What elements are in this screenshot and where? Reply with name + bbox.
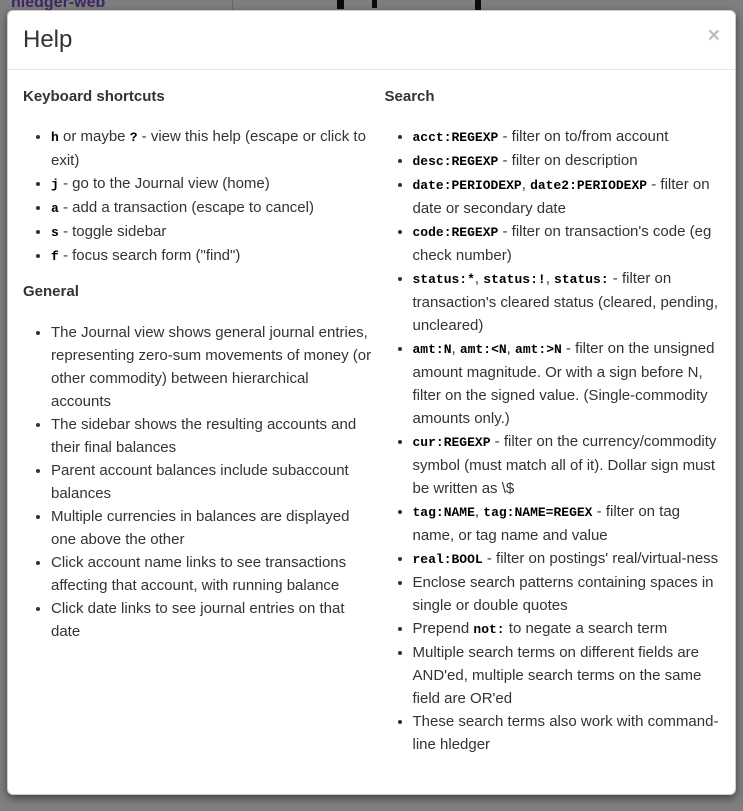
help-list-item: • code:REGEXP - filter on transaction's code (eg check number) [413, 220, 721, 267]
help-list-item: • j - go to the Journal view (home) [51, 172, 372, 196]
inline-code: amt:<N [459, 342, 507, 358]
inline-code: tag:NAME=REGEX [483, 505, 593, 521]
help-list-item: • Click date links to see journal entries on that date [51, 597, 372, 643]
modal-title: Help [23, 26, 73, 53]
inline-code: status: [554, 272, 609, 288]
inline-code: tag:NAME [412, 505, 475, 521]
help-list-item: • f - focus search form ("find") [51, 244, 372, 268]
help-list-item: • Multiple currencies in balances are displayed one above the other [51, 505, 372, 551]
inline-code: s [51, 225, 59, 241]
help-list-item: • Click account name links to see transactions affecting that account, with running balance [51, 551, 372, 597]
help-list-item: • Prepend not: to negate a search term [413, 617, 721, 641]
modal-header [8, 11, 735, 70]
help-list-item: • date:PERIODEXP, date2:PERIODEXP - filter on date or secondary date [413, 173, 721, 220]
help-list-item: • real:BOOL - filter on postings' real/virtual-ness [413, 547, 721, 571]
help-list [385, 125, 721, 756]
help-list-item: • The sidebar shows the resulting accounts and their final balances [51, 413, 372, 459]
help-list [23, 321, 372, 643]
help-list-item: • acct:REGEXP - filter on to/from account [413, 125, 721, 149]
help-list-item: • h or maybe ? - view this help (escape or click to exit) [51, 125, 372, 172]
section-heading: General [23, 283, 79, 301]
inline-code: desc:REGEXP [412, 154, 499, 170]
help-column-right [372, 85, 721, 773]
inline-code: amt:>N [515, 342, 562, 358]
help-list-item: • The Journal view shows general journal entries, representing zero-sum movements of money (or other commodity) between hierarchical accounts [51, 321, 372, 413]
section-heading: Keyboard shortcuts [23, 87, 165, 105]
help-modal [7, 10, 736, 795]
help-list-item: • a - add a transaction (escape to cancel) [51, 196, 372, 220]
help-list-item: • s - toggle sidebar [51, 220, 372, 244]
inline-code: code:REGEXP [412, 225, 499, 241]
inline-code: status:! [483, 272, 546, 288]
inline-code: amt:N [412, 342, 452, 358]
inline-code: a [51, 201, 59, 217]
modal-body [8, 70, 735, 788]
help-list-item: • Parent account balances include subaccount balances [51, 459, 372, 505]
inline-code: not: [473, 622, 505, 638]
inline-code: ? [129, 130, 138, 146]
help-list-item: • Multiple search terms on different fields are AND'ed, multiple search terms on the same field are OR'ed [413, 641, 721, 710]
inline-code: h [51, 130, 59, 146]
help-list-item: • cur:REGEXP - filter on the currency/commodity symbol (must match all of it). Dollar sign must be written as \$ [413, 430, 721, 500]
inline-code: date:PERIODEXP [412, 178, 522, 194]
inline-code: status:* [412, 272, 475, 288]
section-heading: Search [384, 87, 435, 105]
help-list-item: • tag:NAME, tag:NAME=REGEX - filter on tag name, or tag name and value [413, 500, 721, 547]
inline-code: f [51, 249, 59, 265]
help-list [23, 125, 372, 268]
help-list-item: • status:*, status:!, status: - filter on transaction's cleared status (cleared, pending, uncleared) [413, 267, 721, 337]
help-list-item: • These search terms also work with command-line hledger [413, 710, 721, 756]
close-icon[interactable]: × [707, 24, 720, 47]
help-list-item: • desc:REGEXP - filter on description [413, 149, 721, 173]
inline-code: cur:REGEXP [412, 435, 491, 451]
inline-code: j [51, 177, 59, 193]
help-list-item: • Enclose search patterns containing spaces in single or double quotes [413, 571, 721, 617]
help-column-left [23, 85, 372, 773]
inline-code: date2:PERIODEXP [530, 178, 648, 194]
inline-code: acct:REGEXP [412, 130, 499, 146]
inline-code: real:BOOL [412, 552, 483, 568]
help-list-item: • amt:N, amt:<N, amt:>N - filter on the unsigned amount magnitude. Or with a sign before N, filter on the signed value. (Single-commodity amounts only.) [413, 337, 721, 430]
